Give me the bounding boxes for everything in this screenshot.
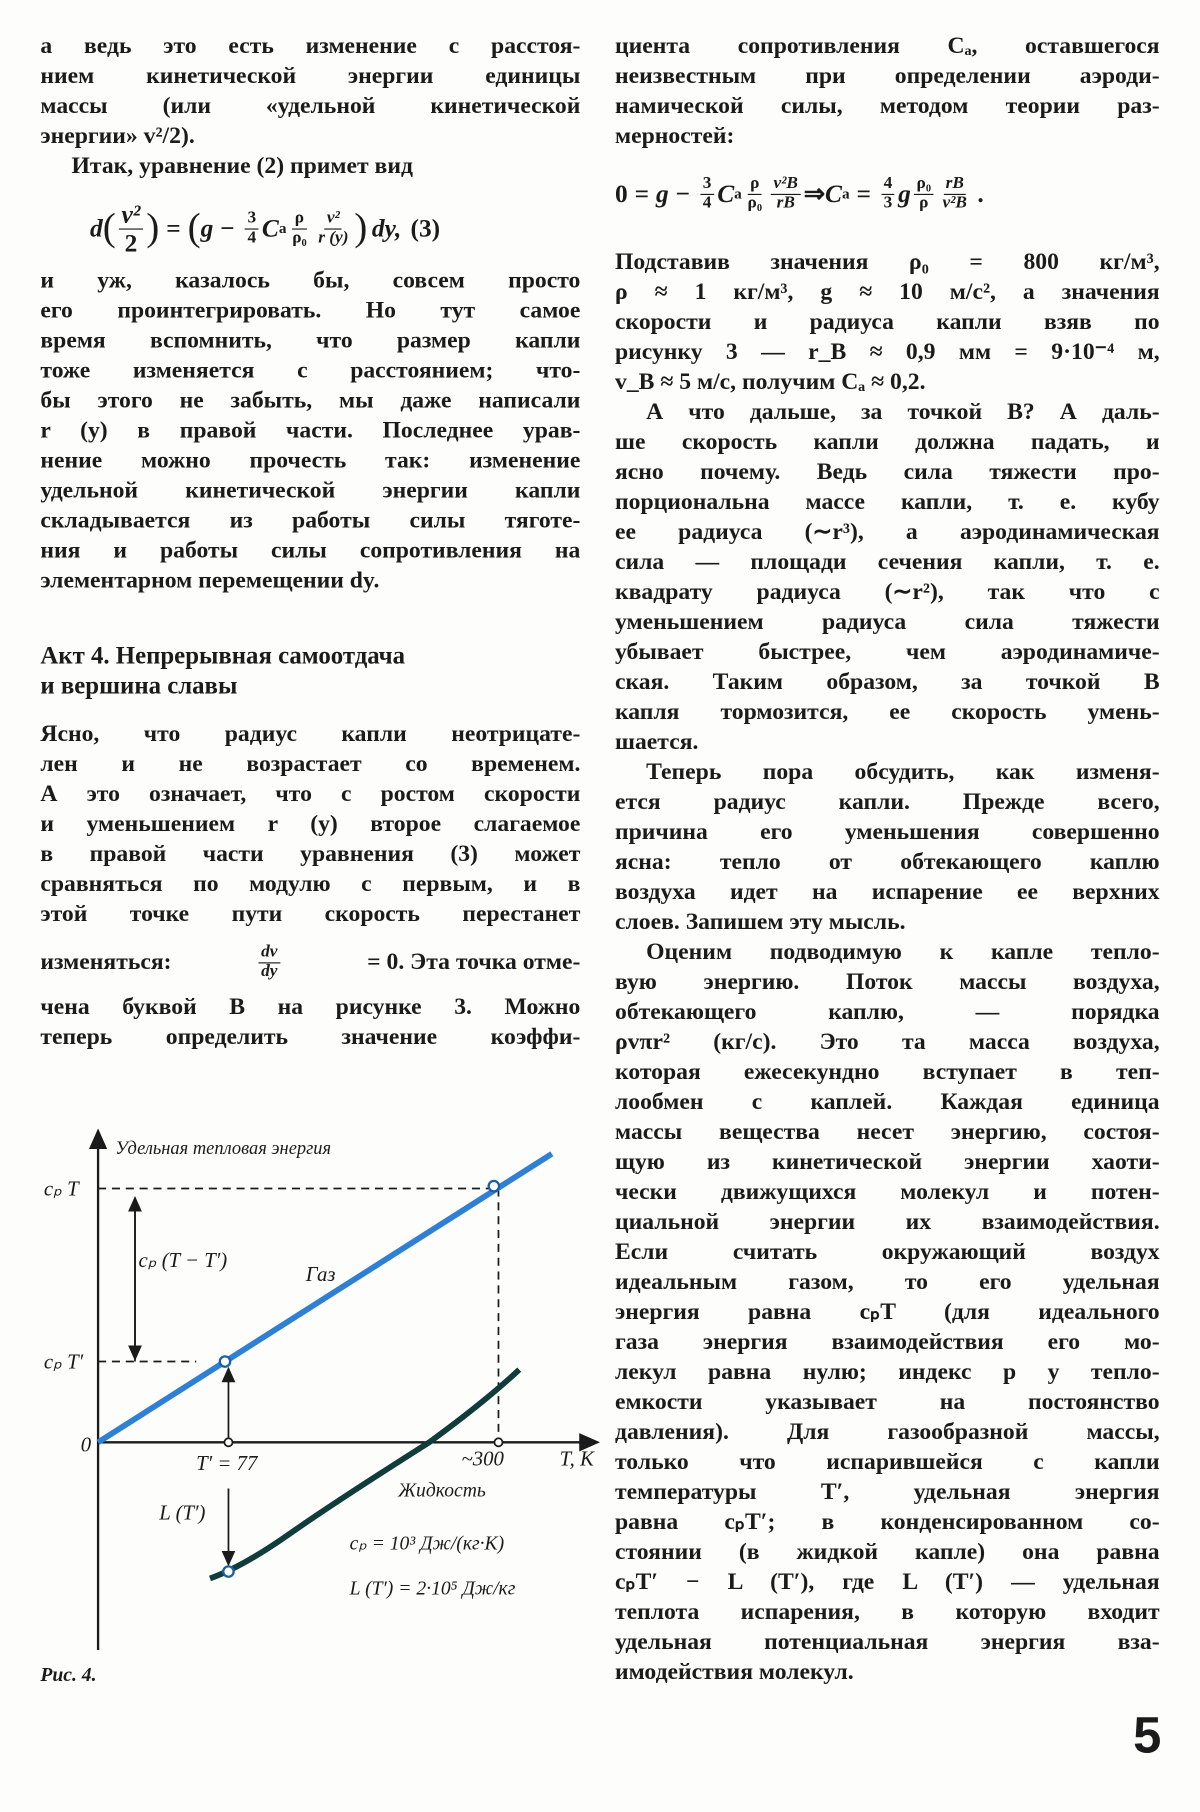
page-number: 5 (1133, 1707, 1162, 1765)
text-line: только что испарившейся с капли (615, 1449, 1160, 1475)
text: = 0. Эта точка отме- (367, 949, 581, 975)
left-block-2 (40, 265, 580, 595)
series-label-liquid: Жидкость (398, 1480, 486, 1502)
text-line: сравняться по модулю с первым, и в (40, 871, 581, 897)
text-line: удельная потенциальная энергия вза- (615, 1629, 1160, 1655)
text-line: щую из кинетической энергии хаоти- (615, 1149, 1160, 1175)
section-heading (40, 640, 582, 700)
text-line: его проинтегрировать. Но тут самое (40, 297, 581, 324)
text-line: этой точке пути скорость перестанет (40, 901, 581, 927)
text-line: уменьшением радиуса сила тяжести (615, 609, 1160, 635)
text-line: ния и работы силы сопротивления на (40, 537, 581, 564)
eq-den: ρ₀ (292, 227, 307, 247)
text-line: слоев. Запишем эту мысль. (615, 909, 906, 935)
x-tick-label: T′ = 77 (196, 1453, 258, 1476)
text-line: вую энергию. Поток массы воздуха, (615, 969, 1160, 995)
text-line: которая ежесекундно вступает в теп- (615, 1059, 1160, 1085)
text-line: газа энергия взаимодействия его мо- (615, 1329, 1160, 1355)
text-line: емкости указывает на постоянство (615, 1389, 1160, 1415)
text-line: теплота испарения, в которую входит (615, 1599, 1160, 1625)
delta-annotation: cₚ (T − T′) (138, 1249, 228, 1272)
eq-den: 2 (124, 227, 138, 257)
eq-equals: = (166, 213, 181, 243)
data-point (223, 1566, 233, 1576)
eq-den: v²B (942, 193, 967, 212)
text-line: чески движущихся молекул и потен- (615, 1179, 1160, 1205)
text-line: Теперь пора обсудить, как изменя- (646, 759, 1160, 785)
text-line: Оценим подводимую к капле тепло- (646, 939, 1160, 965)
right-block-2 (615, 247, 1160, 1687)
text-line: массы вещества несет энергию, состоя- (615, 1119, 1160, 1145)
latent-heat-label: L (T′) (159, 1502, 206, 1525)
equation-number: (3) (410, 213, 441, 243)
eq-C: C (261, 213, 279, 243)
text-line: сила — площади сечения капли, т. е. (615, 549, 1160, 575)
text-line: бы этого не забыть, мы даже написали (40, 387, 581, 414)
text-line: и уж, казалось бы, совсем просто (40, 267, 581, 294)
eq-sub: а (841, 184, 850, 202)
text-line: r (y) в правой части. Последнее урав- (40, 417, 581, 444)
text-line: складывается из работы силы тяготе- (40, 507, 581, 534)
text-line: в правой части уравнения (3) может (40, 841, 581, 867)
eq-den: dy (261, 961, 278, 981)
text-line: шается. (615, 729, 699, 755)
text-line: cₚT′ − L (T′), где L (T′) — удельная (615, 1569, 1160, 1595)
text-line: неизвестным при определении аэроди- (615, 63, 1160, 89)
eq-sub: а (278, 219, 287, 237)
eq-equals: = (856, 178, 871, 208)
eq-minus: − (675, 178, 691, 208)
eq-num: v² (325, 210, 342, 229)
eq-den: 3 (883, 193, 893, 212)
eq-minus: − (220, 213, 235, 243)
data-point (220, 1356, 230, 1366)
text-line: циента сопротивления Cₐ, оставшегося (615, 33, 1160, 59)
eq-num: ρ (748, 175, 762, 194)
axis-tick-point (224, 1438, 232, 1446)
text-line: квадрату радиуса (∼r²), так что с (615, 579, 1160, 605)
text-line: ется радиус капли. Прежде всего, (615, 789, 1160, 815)
text-line: ясно почему. Ведь сила тяжести про- (615, 459, 1160, 485)
latent-heat-value: L (T′) = 2·10⁵ Дж/кг (349, 1578, 516, 1600)
text-line: идеальным газом, то его удельная (615, 1269, 1160, 1295)
eq-num: ρ (292, 210, 306, 229)
eq-den: ρ (919, 193, 929, 212)
implies-arrow: ⇒ (803, 178, 826, 208)
text-line: мерностей: (615, 123, 735, 149)
text-line: А что дальше, за точкой B? А даль- (646, 399, 1160, 425)
origin-label: 0 (80, 1434, 92, 1457)
text-line: А это означает, что с ростом скорости (40, 781, 581, 807)
figure-caption: Рис. 4. (40, 1663, 97, 1686)
text-line: лекул равна нулю; индекс p у тепло- (615, 1359, 1160, 1385)
text-line: циальной энергии их взаимодействия. (615, 1209, 1160, 1235)
eq-den: rB (776, 193, 795, 212)
eq-g: g (656, 178, 669, 208)
text-line: ше скорость капли должна падать, и (615, 429, 1160, 455)
text-line: намической силы, методом теории раз- (615, 93, 1160, 119)
eq-den: ρ₀ (747, 193, 763, 212)
text-line: Ясно, что радиус капли неотрицате- (40, 721, 581, 747)
text-line: рисунку 3 — r_B ≈ 0,9 мм = 9·10⁻⁴ м, (615, 339, 1160, 365)
eq-num: v²B (771, 175, 800, 194)
text-line: время вспомнить, что размер капли (40, 327, 581, 354)
eq-dot: . (977, 178, 984, 208)
eq-num: 4 (881, 175, 894, 194)
data-point (489, 1181, 499, 1191)
text-line: ρ ≈ 1 кг/м³, g ≈ 10 м/с², а значения (615, 279, 1160, 305)
eq-num: dv (259, 944, 280, 963)
eq-d: d (90, 213, 103, 243)
text: изменяться: (40, 949, 172, 975)
eq-num: v² (119, 201, 143, 229)
text-line: энергия равна cₚT (для идеального (615, 1299, 1160, 1325)
text-line: убывает быстрее, чем аэродинамиче- (615, 639, 1160, 665)
dv-dy-line (40, 935, 580, 990)
text-line: а ведь это есть изменение с расстоя- (40, 33, 581, 59)
text-line: энергии» v²/2). (40, 123, 195, 149)
text-line: обтекающего каплю, — порядка (615, 999, 1160, 1025)
eq-den: r (y) (318, 227, 349, 247)
text-line: тоже изменяется с расстоянием; что- (40, 357, 581, 384)
eq-num: 3 (245, 210, 258, 229)
text-line: удельной кинетической энергии капли (40, 477, 581, 504)
text-line: Итак, уравнение (2) примет вид (71, 153, 413, 179)
cp-value: cₚ = 10³ Дж/(кг·K) (349, 1533, 505, 1555)
eq-equals: = (634, 178, 650, 208)
text-line: лообмен с каплей. Каждая единица (615, 1089, 1160, 1115)
eq-g: g (200, 213, 214, 243)
text-line: ская. Таким образом, за точкой B (615, 669, 1160, 695)
text-line: стоянии (в жидкой капле) она равна (615, 1539, 1160, 1565)
text-line: ρvπr² (кг/с). Это та масса воздуха, (615, 1029, 1160, 1055)
text-line: равна cₚT′; в конденсированном со- (615, 1509, 1160, 1535)
y-tick-label: cₚ T′ (43, 1351, 84, 1374)
eq-g: g (898, 178, 911, 208)
heading-line: и вершина славы (40, 671, 238, 700)
eq-C: C (717, 178, 735, 208)
left-block-1 (40, 31, 580, 181)
text-line: массы (или «удельной кинетической (40, 93, 581, 119)
text-line: Подставив значения ρ₀ = 800 кг/м³, (615, 249, 1160, 275)
eq-dy: dy, (371, 213, 402, 243)
left-block-3 (40, 719, 580, 929)
text-line: ее радиуса (∼r³), а аэродинамическая (615, 519, 1160, 545)
text-line: v_B ≈ 5 м/с, получим Cₐ ≈ 0,2. (615, 369, 926, 395)
right-block-1 (615, 31, 1160, 151)
y-tick-label: cₚ T (43, 1178, 79, 1201)
x-axis-label: T, K (559, 1448, 594, 1471)
eq-den: 4 (247, 227, 257, 247)
eq-num: 3 (700, 175, 713, 194)
x-tick-label: ~300 (461, 1448, 504, 1471)
eq-zero: 0 (615, 178, 628, 208)
text-line: воздуха идет на испарение ее верхних (615, 879, 1160, 905)
text-line: теперь определить значение коэффи- (40, 1024, 581, 1051)
text-line: элементарном перемещении dy. (40, 567, 380, 594)
text-line: давления). Для газообразной массы, (615, 1419, 1160, 1445)
text-line: и уменьшением r (y) второе слагаемое (40, 811, 581, 837)
equation-3: d ( $\frac{\text{v²}}{2}$ ) = ( g − $\frac{3}{4}$ C а $\frac{\rho}{\text{ρ₀}}$ $\frac{\text{v²}}{r (y)}$ ) dy, (3) (90, 200, 441, 257)
text-line: скорости и радиуса капли взяв по (615, 309, 1160, 335)
heading-line: Акт 4. Непрерывная самоотдача (40, 641, 406, 670)
series-label-gas: Газ (305, 1263, 336, 1286)
left-block-4 (40, 992, 580, 1052)
text-line: капля тормозится, ее скорость умень- (615, 699, 1160, 725)
text-line: чена буквой B на рисунке 3. Можно (40, 994, 581, 1021)
text-line: ясна: тепло от обтекающего каплю (615, 849, 1160, 875)
eq-C: C (825, 178, 842, 208)
text-line: имодействия молекул. (615, 1659, 854, 1685)
equation-ca (615, 164, 984, 224)
text-line: нием кинетической энергии единицы (40, 63, 581, 89)
text-line: причина его уменьшения совершенно (615, 819, 1160, 845)
eq-num: rB (943, 175, 966, 194)
figure-4-energy-chart (0, 1108, 623, 1708)
text-line: температуры T′, удельная энергия (615, 1479, 1160, 1505)
text-line: Если считать окружающий воздух (615, 1239, 1160, 1265)
text-line: нение можно прочесть так: изменение (40, 447, 581, 474)
eq-den: 4 (702, 193, 712, 212)
axis-tick-point (494, 1438, 502, 1446)
eq-num: ρ₀ (914, 175, 933, 194)
y-axis-label: Удельная тепловая энергия (115, 1137, 332, 1158)
text-line: порциональна массе капли, т. е. кубу (615, 489, 1160, 515)
eq-sub: а (734, 184, 742, 202)
text-line: лен и не возрастает со временем. (40, 751, 581, 777)
